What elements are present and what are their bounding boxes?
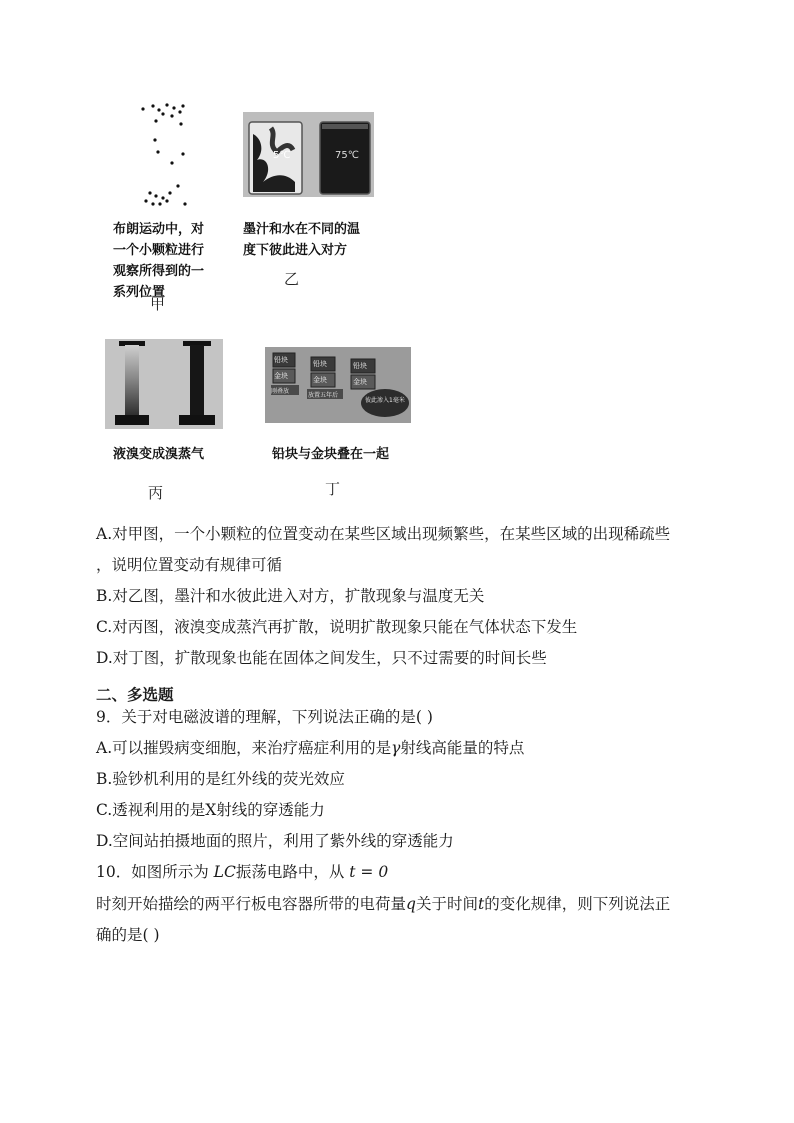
q10-text: 的变化规律，则下列说法正 (484, 895, 671, 913)
q8-option-a: A.对甲图，一个小颗粒的位置变动在某些区域出现频繁些，在某些区域的出现稀疏些 (96, 525, 671, 543)
block-label: 金块 (313, 376, 327, 384)
figure-bing-label: 丙 (148, 484, 164, 502)
figure-jia-label: 甲 (150, 295, 166, 313)
q10-stem-line2 (96, 893, 670, 915)
caption-line: 系列位置 (113, 285, 166, 300)
beaker-right-temp: 75℃ (335, 150, 359, 161)
block-note: 放置五年后 (308, 392, 339, 399)
q9-option-a-text: A.可以摧毁病变细胞，来治疗癌症利用的是 (96, 739, 392, 757)
bromine-tube-photo (105, 339, 223, 429)
q9-option-a (96, 737, 524, 759)
t-zero: t = 0 (349, 863, 389, 881)
caption-line: 度下彼此进入对方 (243, 243, 348, 258)
particle-positions-dots (125, 100, 205, 215)
ink-beakers-photo (243, 112, 374, 197)
q9-option-d: D.空间站拍摄地面的照片，利用了紫外线的穿透能力 (96, 832, 454, 850)
figure-ding-label: 丁 (325, 480, 341, 498)
q-symbol: q (406, 895, 416, 913)
caption-line: 布朗运动中，对 (113, 222, 205, 237)
block-label: 金块 (353, 378, 367, 386)
q9-option-c: C.透视利用的是X射线的穿透能力 (96, 801, 325, 819)
figure-ding-caption: 铅块与金块叠在一起 (272, 447, 390, 462)
q10-text: 10．如图所示为 (96, 863, 209, 881)
caption-line: 观察所得到的一 (113, 264, 205, 279)
q10-stem-line3: 确的是( ) (96, 926, 160, 944)
block-label: 铅块 (313, 360, 327, 368)
q9-option-b: B.验钞机利用的是红外线的荧光效应 (96, 770, 345, 788)
block-label: 铅块 (274, 356, 288, 364)
q8-option-d: D.对丁图，扩散现象也能在固体之间发生，只不过需要的时间长些 (96, 649, 547, 667)
t-symbol: t (477, 895, 485, 913)
section-title: 二、多选题 (96, 686, 174, 704)
figure-jia-caption (113, 219, 204, 303)
q8-option-c: C.对丙图，液溴变成蒸汽再扩散，说明扩散现象只能在气体状态下发生 (96, 618, 578, 636)
figure-yi-label: 乙 (284, 270, 300, 288)
q10-text: 关于时间 (415, 895, 478, 913)
block-note: 刚叠放 (271, 388, 290, 395)
q9-option-a-text-end: 射线高能量的特点 (400, 739, 525, 757)
bubble-note: 彼此渗入1毫米 (365, 397, 405, 404)
lead-gold-blocks-photo (265, 347, 411, 423)
q10-stem-line1 (96, 861, 388, 883)
q8-option-b: B.对乙图，墨汁和水彼此进入对方，扩散现象与温度无关 (96, 587, 485, 605)
figure-yi-caption (243, 219, 360, 261)
brownian-motion-figure (125, 100, 205, 215)
caption-line: 一个小颗粒进行 (113, 243, 205, 258)
q8-option-a-cont: ，说明位置变动有规律可循 (96, 556, 283, 574)
caption-line: 墨汁和水在不同的温 (243, 222, 361, 237)
block-label: 金块 (274, 372, 288, 380)
beaker-left-temp: 5℃ (273, 150, 291, 161)
bromine-tubes-illustration (105, 339, 223, 429)
q10-text: 振荡电路中，从 (235, 863, 345, 881)
lc-symbol: LC (213, 863, 236, 881)
block-label: 铅块 (353, 362, 367, 370)
figure-bing-caption: 液溴变成溴蒸气 (113, 447, 205, 462)
q10-text: 时刻开始描绘的两平行板电容器所带的电荷量 (96, 895, 407, 913)
q9-stem: 9．关于对电磁波谱的理解，下列说法正确的是( ) (96, 708, 433, 726)
gamma-symbol: γ (391, 739, 401, 757)
